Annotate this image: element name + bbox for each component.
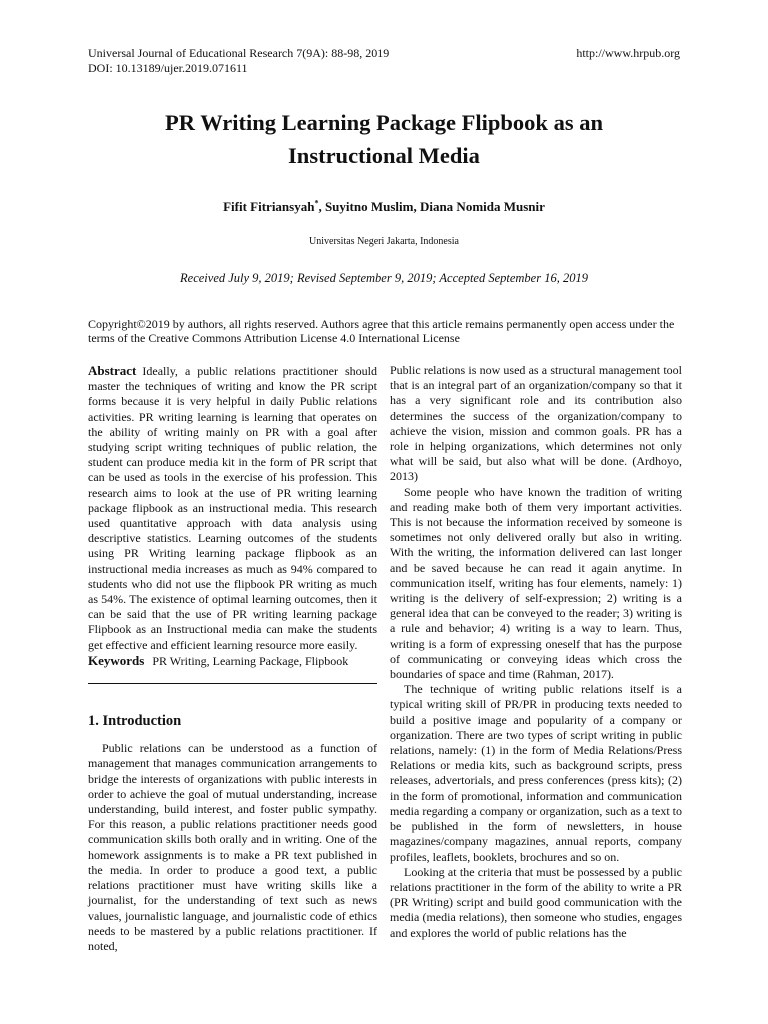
copyright-notice: Copyright©2019 by authors, all rights reserved. Authors agree that this article remains permanently open access under the terms of the Creative Commons Attribution License 4.0 International License bbox=[88, 317, 675, 345]
section-divider bbox=[88, 683, 377, 684]
keywords-label: Keywords bbox=[88, 652, 145, 668]
body-paragraph-4: Looking at the criteria that must be possessed by a public relations practitioner in the form of the ability to write a PR (PR Writing) script and build good communication with the media (media relations), then someone who studies, engages and explores the world of public relations has the bbox=[390, 864, 682, 940]
body-paragraph-1: Public relations is now used as a structural management tool that is an integral part of an organization/company so that it has a very significant role and its contribution also determines the success of the organization/company to achieve the vision, mission and common goals. PR has a role in helping organizations, which determines not only what will be said, but also what will be done. (Ardhoyo, 2013) bbox=[390, 363, 682, 484]
keywords bbox=[88, 653, 377, 669]
abstract-text: Ideally, a public relations practitioner should master the techniques of writing and know the PR script forms because it is very helpful in daily Public relations activities. PR writing learning is learning that operates on the ability of writing mainly on PR with a goal after studying script writing techniques of public relation, the student can produce media kit in the form of PR script that can be used as tools in the exercise of his profession. This research aims to look at the use of PR writing learning package flipbook as an instructional media. This research used quantitative approach with data analysis using descriptive statistics. Learning outcomes of the students using PR Writing learning package flipbook as an instructional media increases as much as 94% compared to students who did not use the flipbook PR writing as much as 54%. The existence of optimal learning outcomes, then it can be said that the use of PR writing learning package Flipbook as an Instructional media can make the students get effective and efficient learning resource more easily. bbox=[88, 364, 377, 652]
body-paragraph-2: Some people who have known the tradition of writing and reading make both of them very important activities. This is not because the information received by someone is sometimes not only delivered orally but also in writing. With the writing, the information delivered can last longer and be saved because he can read it again anytime. In communication itself, writing has four elements, namely: 1) writing is the delivery of self-expression; 2) writing is a general idea that can be conveyed to the reader; 3) writing is a rule and behavior; 4) writing is a way to learn. Thus, writing is a form of expressing oneself that has the purpose of communicating or conveying ideas which cross the boundaries of space and time (Rahman, 2017). bbox=[390, 484, 682, 682]
right-column bbox=[390, 363, 682, 941]
title-line-2: Instructional Media bbox=[288, 143, 480, 168]
journal-citation: Universal Journal of Educational Research 7(9A): 88-98, 2019 bbox=[88, 46, 390, 60]
title-line-1: PR Writing Learning Package Flipbook as an bbox=[165, 110, 603, 135]
author-rest: , Suyitno Muslim, Diana Nomida Musnir bbox=[318, 199, 545, 214]
section-heading-introduction: 1. Introduction bbox=[88, 713, 182, 730]
author-first: Fifit Fitriansyah bbox=[223, 199, 315, 214]
affiliation: Universitas Negeri Jakarta, Indonesia bbox=[309, 236, 459, 247]
author-list bbox=[88, 199, 680, 215]
body-paragraph-3: The technique of writing public relations itself is a typical writing skill of PR/PR in producing texts needed to build a positive image and popularity of a company or organization. There are two types of script writing in public relations, namely: (1) in the form of Media Relations/Press Relations or media kits, such as background scripts, press releases, advertorials, and press conferences (press kits); (2) in the form of promotional, information and communication media regarding a company or organization, such as a text to be published in the form of newsletters, in house magazines/company magazines, annual reports, company profiles, leaflets, booklets, brochures and so on. bbox=[390, 682, 683, 864]
journal-url[interactable]: http://www.hrpub.org bbox=[576, 46, 680, 60]
paper-title bbox=[88, 106, 680, 172]
running-header bbox=[88, 46, 680, 76]
corresponding-mark: * bbox=[314, 198, 319, 208]
keywords-text: PR Writing, Learning Package, Flipbook bbox=[152, 653, 349, 668]
abstract bbox=[88, 363, 377, 653]
left-column bbox=[88, 363, 377, 954]
abstract-label: Abstract bbox=[88, 363, 137, 378]
submission-dates: Received July 9, 2019; Revised September 9, 2019; Accepted September 16, 2019 bbox=[180, 271, 588, 285]
intro-paragraph: Public relations can be understood as a function of management that manages communication arrangements to bridge the interests of organizations with public interests in order to achieve the goal of mutual understanding, increase understanding, build interest, and foster public sympathy. For this reason, a public relations practitioner needs good communication skills both orally and in writing. One of the homework assignments is to make a PR text published in the media. In order to produce a good text, a public relations practitioner must have writing skills like a journalist, for the understanding of text such as news values, journalistic language, and journalistic code of ethics needs to be mastered by a public relations practitioner. If noted, bbox=[88, 741, 377, 953]
doi[interactable]: DOI: 10.13189/ujer.2019.071611 bbox=[88, 61, 248, 75]
